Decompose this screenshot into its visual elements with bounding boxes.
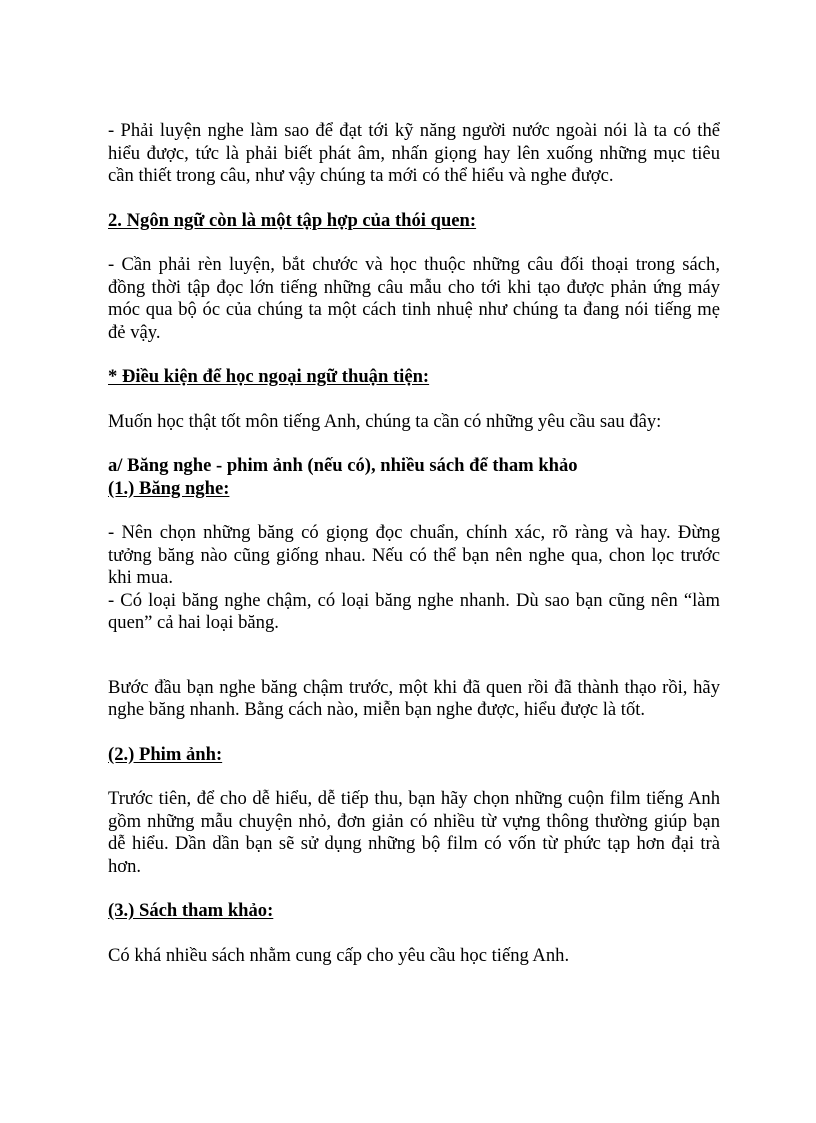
paragraph-requirements: Muốn học thật tốt môn tiếng Anh, chúng ta cần có những yêu cầu sau đây: (108, 410, 662, 432)
document-page (108, 120, 720, 967)
paragraph-practice: - Cần phải rèn luyện, bắt chước và học thuộc những câu đối thoại trong sách, đồng thời tập đọc lớn tiếng những câu mẫu cho tới khi tạo được phản ứng máy móc qua bộ óc của chúng ta một cách tinh nhuệ như chúng ta đang nói tiếng mẹ đẻ vậy. (108, 254, 720, 343)
paragraph-choose-films: Trước tiên, để cho dễ hiểu, dễ tiếp thu, bạn hãy chọn những cuộn film tiếng Anh gồm những mẫu chuyện nhỏ, đơn giản có nhiều từ vựng thông thường giúp bạn dễ hiểu. Dần dần bạn sẽ sử dụng những bộ film có vốn từ phức tạp hơn đại trà hơn. (108, 788, 720, 877)
paragraph-tape-speeds: - Có loại băng nghe chậm, có loại băng nghe nhanh. Dù sao bạn cũng nên “làm quen” cả hai loại băng. (108, 589, 720, 633)
heading-conditions: * Điều kiện để học ngoại ngữ thuận tiện: (108, 366, 430, 387)
heading-tapes-films-books: a/ Băng nghe - phim ảnh (nếu có), nhiều sách để tham khảo (108, 455, 578, 476)
heading-reference-books: (3.) Sách tham khảo: (108, 900, 274, 921)
heading-language-habits: 2. Ngôn ngữ còn là một tập hợp của thói quen: (108, 209, 477, 231)
paragraph-choose-tapes: - Nên chọn những băng có giọng đọc chuẩn, chính xác, rõ ràng và hay. Đừng tưởng băng nào cũng giống nhau. Nếu có thể bạn nên nghe qua, chon lọc trước khi mua. (108, 522, 720, 588)
heading-films: (2.) Phim ảnh: (108, 743, 223, 765)
paragraph-listen-slow-first: Bước đầu bạn nghe băng chậm trước, một khi đã quen rồi đã thành thạo rồi, hãy nghe băng nhanh. Bằng cách nào, miễn bạn nghe được, hiểu được là tốt. (108, 676, 720, 720)
heading-audio-tapes: (1.) Băng nghe: (108, 477, 230, 499)
paragraph-listening-skill: - Phải luyện nghe làm sao để đạt tới kỹ năng người nước ngoài nói là ta có thể hiểu được, tức là phải biết phát âm, nhấn giọng hay lên xuống những mục tiêu cần thiết trong câu, như vậy chúng ta mới có thể hiểu và nghe được. (108, 120, 720, 186)
paragraph-reference-books: Có khá nhiều sách nhằm cung cấp cho yêu cầu học tiếng Anh. (108, 944, 570, 966)
